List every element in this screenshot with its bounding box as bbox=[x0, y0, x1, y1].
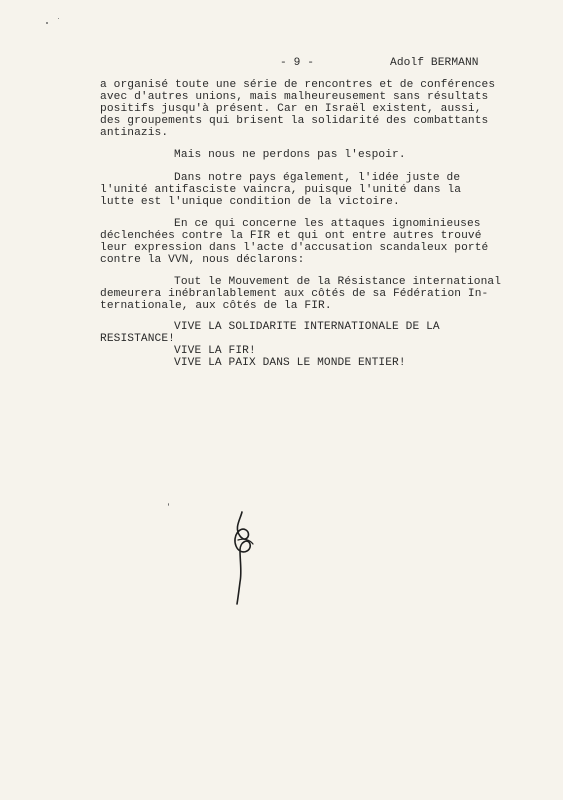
paragraph-1-line-1: a organisé toute une série de rencontres et de conférences bbox=[100, 79, 496, 91]
page-number: - 9 - bbox=[280, 57, 315, 69]
paragraph-1-line-4: des groupements qui brisent la solidarité des combattants bbox=[100, 115, 489, 127]
slogan-line-1: VIVE LA SOLIDARITE INTERNATIONALE DE LA bbox=[174, 321, 440, 333]
paragraph-5-line-2: demeurera inébranlablement aux côtés de sa Fédération In- bbox=[100, 288, 489, 300]
slogan-line-4: VIVE LA PAIX DANS LE MONDE ENTIER! bbox=[174, 357, 406, 369]
paper-speck bbox=[168, 503, 169, 506]
paragraph-3-line-3: lutte est l'unique condition de la victoire. bbox=[100, 196, 400, 208]
paragraph-5-line-3: ternationale, aux côtés de la FIR. bbox=[100, 300, 332, 312]
author-name: Adolf BERMANN bbox=[390, 57, 479, 69]
paragraph-4-line-3: leur expression dans l'acte d'accusation scandaleux porté bbox=[100, 242, 489, 254]
paragraph-1-line-3: positifs jusqu'à présent. Car en Israël existent, aussi, bbox=[100, 103, 482, 115]
paper-speck bbox=[46, 22, 48, 24]
paragraph-4-line-4: contre la VVN, nous déclarons: bbox=[100, 254, 305, 266]
paragraph-4-line-2: déclenchées contre la FIR et qui ont entre autres trouvé bbox=[100, 230, 482, 242]
paragraph-1-line-5: antinazis. bbox=[100, 127, 169, 139]
paragraph-1-line-2: avec d'autres unions, mais malheureusement sans résultats bbox=[100, 91, 489, 103]
handwritten-signature bbox=[222, 510, 262, 605]
paragraph-4-line-1: En ce qui concerne les attaques ignominieuses bbox=[174, 218, 481, 230]
slogan-line-2: RESISTANCE! bbox=[100, 333, 175, 345]
paragraph-2: Mais nous ne perdons pas l'espoir. bbox=[174, 149, 406, 161]
paragraph-5-line-1: Tout le Mouvement de la Résistance international bbox=[174, 276, 502, 288]
slogan-line-3: VIVE LA FIR! bbox=[174, 345, 256, 357]
paragraph-3-line-1: Dans notre pays également, l'idée juste de bbox=[174, 172, 461, 184]
paragraph-3-line-2: l'unité antifasciste vaincra, puisque l'unité dans la bbox=[100, 184, 462, 196]
paper-speck bbox=[58, 18, 59, 19]
